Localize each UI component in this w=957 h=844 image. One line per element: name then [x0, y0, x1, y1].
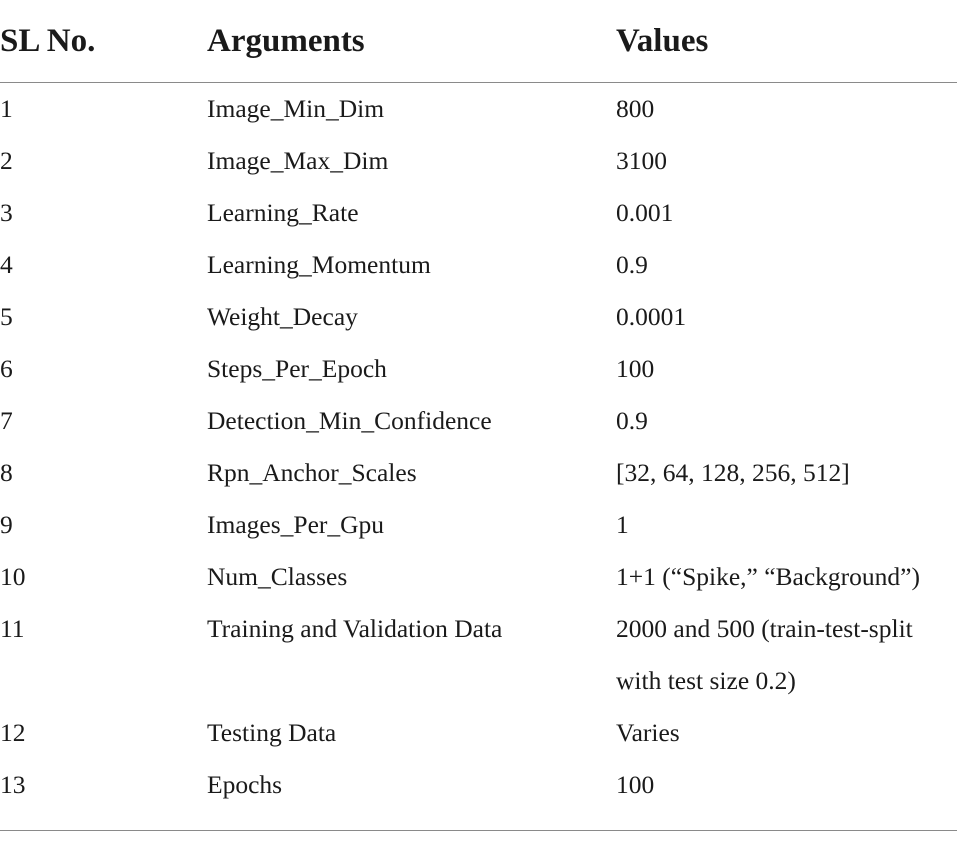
row-sl: 3 — [0, 198, 13, 227]
row-value: [32, 64, 128, 256, 512] — [616, 458, 850, 487]
row-value: 1 — [616, 510, 629, 539]
row-sl: 8 — [0, 458, 13, 487]
row-value: 0.0001 — [616, 302, 687, 331]
table-row — [0, 239, 957, 291]
row-sl: 1 — [0, 94, 13, 123]
row-value: Varies — [616, 718, 680, 747]
row-argument: Image_Max_Dim — [207, 146, 389, 175]
table-row — [0, 707, 957, 759]
table-row — [0, 603, 957, 707]
row-sl: 9 — [0, 510, 13, 539]
row-sl: 11 — [0, 614, 25, 643]
table-row — [0, 83, 957, 136]
header-arguments: Arguments — [207, 0, 616, 83]
row-sl: 7 — [0, 406, 13, 435]
row-sl: 5 — [0, 302, 13, 331]
row-argument: Learning_Rate — [207, 198, 359, 227]
row-argument: Learning_Momentum — [207, 250, 431, 279]
table-row — [0, 447, 957, 499]
table-header — [0, 0, 957, 83]
row-sl: 10 — [0, 562, 26, 591]
row-argument: Training and Validation Data — [207, 614, 503, 643]
row-sl: 4 — [0, 250, 13, 279]
table-row — [0, 187, 957, 239]
row-argument: Weight_Decay — [207, 302, 358, 331]
row-argument: Images_Per_Gpu — [207, 510, 385, 539]
row-sl: 12 — [0, 718, 26, 747]
table-row — [0, 343, 957, 395]
row-sl: 2 — [0, 146, 13, 175]
row-argument: Testing Data — [207, 718, 337, 747]
row-argument: Epochs — [207, 759, 616, 831]
row-value: 0.001 — [616, 198, 674, 227]
row-value: 1+1 (“Spike,” “Background”) — [616, 562, 920, 591]
row-value: 3100 — [616, 146, 667, 175]
row-sl: 6 — [0, 354, 13, 383]
row-argument: Steps_Per_Epoch — [207, 354, 387, 383]
row-argument: Rpn_Anchor_Scales — [207, 458, 417, 487]
row-argument: Detection_Min_Confidence — [207, 406, 492, 435]
row-sl: 13 — [0, 759, 207, 831]
table-row — [0, 291, 957, 343]
row-value: 0.9 — [616, 250, 648, 279]
header-values: Values — [616, 0, 957, 83]
table-row — [0, 551, 957, 603]
row-value: 100 — [616, 759, 957, 831]
row-argument: Image_Min_Dim — [207, 94, 385, 123]
row-value: 0.9 — [616, 406, 648, 435]
table-body — [0, 83, 957, 831]
row-value: 2000 and 500 (train-test-split with test size 0.2) — [616, 614, 913, 695]
table-row — [0, 499, 957, 551]
table-row — [0, 759, 957, 831]
header-row — [0, 0, 957, 83]
table-row — [0, 395, 957, 447]
row-value: 800 — [616, 94, 655, 123]
row-argument: Num_Classes — [207, 562, 348, 591]
header-sl-no: SL No. — [0, 0, 207, 83]
row-value: 100 — [616, 354, 655, 383]
table-row — [0, 135, 957, 187]
